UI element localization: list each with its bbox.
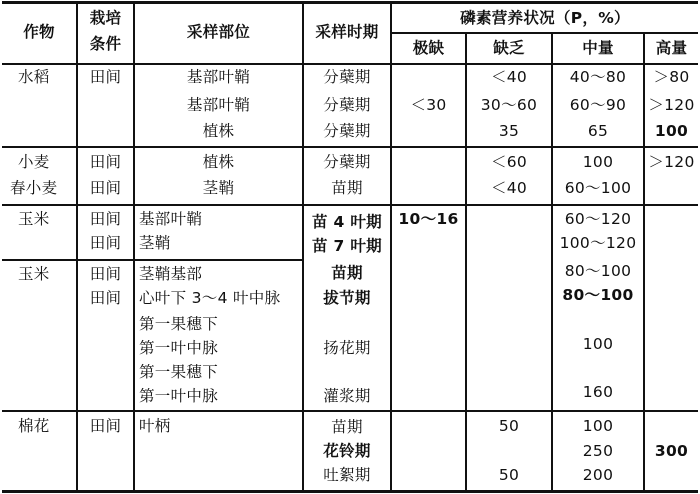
maize1-r2-part: 茎鞘 — [139, 234, 171, 252]
rice-r3-period: 分蘖期 — [323, 122, 371, 140]
maize2-r6-lv3: 160 — [582, 383, 614, 401]
header-period: 采样时期 — [315, 23, 379, 41]
cotton-part: 叶柄 — [139, 417, 171, 435]
maize1-r2-lv3: 100～120 — [559, 234, 637, 252]
cotton-r3-lv2: 50 — [498, 466, 520, 484]
wheat-part: 植株 — [202, 153, 235, 171]
header-level-severe: 极缺 — [412, 39, 445, 57]
cotton-r3-period: 吐絮期 — [323, 466, 371, 484]
maize1-r2-cond: 田间 — [89, 234, 122, 252]
rice-r3-part: 植株 — [202, 122, 235, 140]
maize2-r4-period: 扬花期 — [323, 339, 371, 357]
maize2-r2-lv3: 80～100 — [562, 286, 634, 304]
spring-wheat-lv2: ＜40 — [490, 179, 528, 197]
rice-r2-part: 基部叶鞘 — [186, 96, 251, 114]
cond-rice: 田间 — [89, 68, 122, 86]
cond-cotton: 田间 — [89, 417, 122, 435]
maize2-r1-part: 茎鞘基部 — [139, 265, 203, 283]
header-bottom-rule — [2, 63, 698, 65]
wheat-lv2: ＜60 — [490, 153, 528, 171]
maize2-r2-cond: 田间 — [89, 289, 122, 307]
maize2-r3-part: 第一果穗下 — [139, 315, 219, 333]
rice-r1-lv2: ＜40 — [490, 68, 528, 86]
maize1-r1-period: 苗 4 叶期 — [312, 213, 382, 231]
crop-maize-1: 玉米 — [18, 210, 50, 228]
maize1-r1-part: 基部叶鞘 — [139, 210, 203, 228]
cotton-r1-lv2: 50 — [498, 417, 520, 435]
rice-r2-lv2: 30～60 — [480, 96, 538, 114]
group-rule-maize2 — [2, 410, 698, 412]
spring-wheat-lv3: 60～100 — [564, 179, 632, 197]
header-cond-line2: 条件 — [89, 35, 122, 53]
header-level-deficient: 缺乏 — [493, 39, 525, 57]
rice-r1-period: 分蘖期 — [323, 68, 371, 86]
maize1-lv1: 10～16 — [398, 210, 459, 228]
group-rule-wheat — [2, 204, 698, 206]
header-cond-line1: 栽培 — [89, 9, 122, 27]
wheat-lv3: 100 — [582, 153, 614, 171]
maize2-r1-period: 苗期 — [331, 264, 363, 282]
rice-r3-lv3: 65 — [587, 122, 609, 140]
header-group: 磷素营养状况（P，%） — [460, 9, 630, 27]
rice-r3-lv4: 100 — [654, 122, 689, 140]
maize1-r1-cond: 田间 — [89, 210, 122, 228]
header-part: 采样部位 — [186, 23, 251, 41]
maize1-r2-period: 苗 7 叶期 — [312, 237, 382, 255]
group-rule-maize1 — [2, 259, 302, 261]
cond-wheat: 田间 — [89, 153, 122, 171]
maize2-r6-part: 第一叶中脉 — [139, 387, 219, 405]
cotton-r1-lv3: 100 — [582, 417, 614, 435]
cond-spring-wheat: 田间 — [89, 179, 122, 197]
maize2-r4-part: 第一叶中脉 — [139, 339, 219, 357]
rice-r1-lv4: ＞80 — [653, 68, 690, 86]
rice-r2-lv1: ＜30 — [410, 96, 447, 114]
rice-r3-lv2: 35 — [498, 122, 520, 140]
header-crop: 作物 — [23, 23, 55, 41]
crop-maize-2: 玉米 — [18, 265, 50, 283]
maize2-r1-lv3: 80～100 — [564, 262, 632, 280]
header-level-medium: 中量 — [582, 39, 614, 57]
rice-r1-part: 基部叶鞘 — [186, 68, 251, 86]
maize2-r2-period: 拔节期 — [323, 289, 371, 307]
crop-cotton: 棉花 — [18, 417, 50, 435]
spring-wheat-period: 苗期 — [331, 179, 363, 197]
cotton-r2-lv4: 300 — [654, 442, 689, 460]
cotton-r1-period: 苗期 — [331, 418, 363, 436]
maize2-r1-cond: 田间 — [89, 265, 122, 283]
crop-rice: 水稻 — [18, 68, 50, 86]
header-subrule — [392, 32, 698, 34]
header-level-high: 高量 — [655, 39, 688, 57]
wheat-lv4: ＞120 — [648, 153, 695, 171]
maize2-r6-period: 灌浆期 — [323, 387, 371, 405]
rice-r2-lv3: 60～90 — [569, 96, 627, 114]
rice-r2-lv4: ＞120 — [648, 96, 695, 114]
cotton-r2-period: 花铃期 — [323, 442, 371, 460]
maize2-r4-lv3: 100 — [582, 335, 614, 353]
table-bottom-rule — [2, 490, 698, 493]
spring-wheat-part: 茎鞘 — [202, 179, 235, 197]
maize2-r2-part: 心叶下 3～4 叶中脉 — [139, 289, 281, 307]
group-rule-rice — [2, 146, 698, 148]
maize2-r5-part: 第一果穗下 — [139, 363, 219, 381]
crop-wheat: 小麦 — [18, 153, 50, 171]
wheat-period: 分蘖期 — [323, 153, 371, 171]
rice-r2-period: 分蘖期 — [323, 96, 371, 114]
col-rule-4 — [390, 1, 392, 493]
rice-r1-lv3: 40～80 — [569, 68, 627, 86]
crop-spring-wheat: 春小麦 — [10, 179, 58, 197]
cotton-r2-lv3: 250 — [582, 442, 614, 460]
maize1-r1-lv3: 60～120 — [564, 210, 632, 228]
cotton-r3-lv3: 200 — [582, 466, 614, 484]
table-top-rule — [2, 1, 698, 4]
